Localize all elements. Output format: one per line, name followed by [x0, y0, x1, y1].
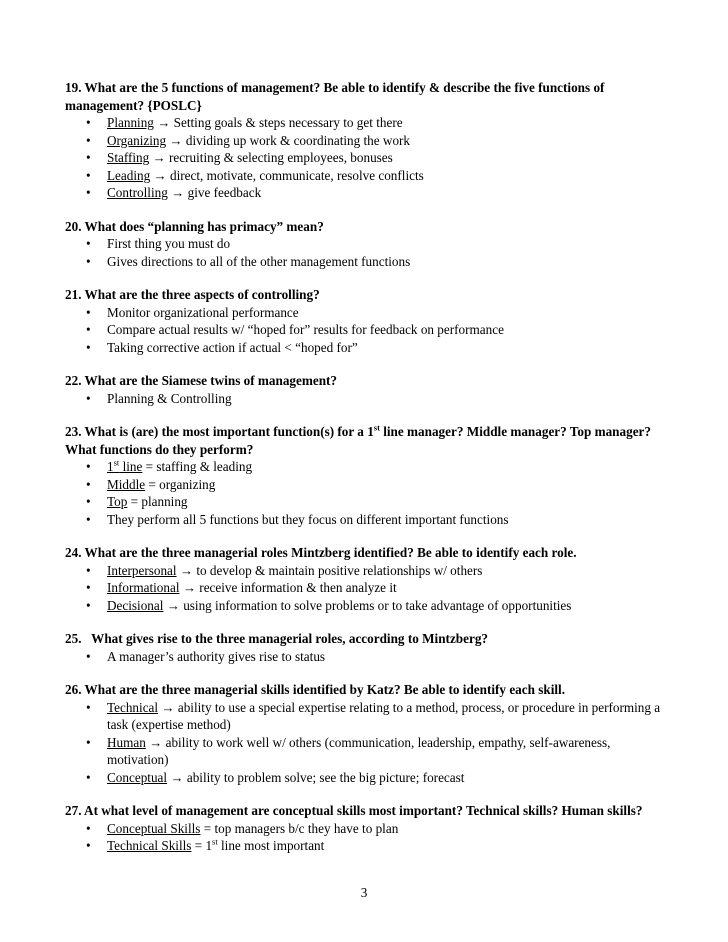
separator: →	[176, 562, 197, 578]
term-part: 1	[107, 459, 114, 474]
item-text: give feedback	[187, 185, 262, 200]
list-item	[64, 837, 664, 855]
bullet-icon: •	[86, 150, 91, 165]
bullet-icon: •	[86, 132, 91, 148]
item-text: direct, motivate, communicate, resolve conflicts	[170, 167, 424, 183]
list-item	[64, 820, 664, 838]
list-item	[64, 597, 664, 615]
term-part: line	[119, 459, 143, 474]
item-text: Taking corrective action if actual < “hoped for”	[107, 339, 358, 355]
item-text: ability to use a special expertise relating to a method, process, or procedure in performing a task (expertise method)	[107, 699, 661, 732]
answer-list	[64, 390, 664, 408]
term: Interpersonal	[107, 562, 177, 578]
answer-list	[64, 562, 664, 615]
item-text: to develop & maintain positive relationships w/ others	[196, 562, 483, 578]
answer-list	[64, 114, 664, 202]
item-text: organizing	[159, 476, 216, 492]
list-item	[64, 339, 664, 357]
document-page	[64, 79, 664, 871]
item-text: Gives directions to all of the other management functions	[107, 253, 411, 269]
answer-list	[64, 304, 664, 357]
list-item	[64, 562, 664, 580]
list-item	[64, 167, 664, 185]
item-text: ability to problem solve; see the big picture; forecast	[186, 769, 465, 785]
item-text: Monitor organizational performance	[107, 304, 299, 320]
separator: →	[167, 185, 188, 200]
title-part: 23. What is (are) the most important function(s) for a 1	[65, 424, 374, 439]
separator: →	[163, 597, 184, 613]
item-text: staffing & leading	[156, 459, 253, 474]
bullet-icon: •	[86, 322, 91, 337]
separator: =	[145, 476, 160, 492]
term: Technical Skills	[107, 838, 192, 853]
separator: →	[179, 580, 200, 595]
item-text: recruiting & selecting employees, bonuses	[169, 150, 393, 165]
bullet-icon: •	[86, 236, 91, 251]
item-text: dividing up work & coordinating the work	[185, 132, 411, 148]
bullet-icon: •	[86, 597, 91, 613]
page-number: 3	[360, 885, 368, 900]
list-item	[64, 235, 664, 253]
list-item	[64, 132, 664, 150]
separator: →	[145, 734, 166, 750]
superscript: st	[212, 836, 218, 847]
list-item	[64, 511, 664, 529]
question-23	[64, 423, 664, 528]
bullet-icon: •	[86, 494, 91, 509]
question-title: 25. What gives rise to the three managerial roles, according to Mintzberg?	[65, 631, 489, 646]
item-text: ability to work well w/ others (communication, leadership, empathy, self-awareness, motivation)	[107, 734, 611, 767]
term: Planning	[107, 115, 154, 130]
separator: →	[167, 769, 187, 785]
bullet-icon: •	[86, 562, 91, 578]
question-22	[64, 372, 664, 407]
question-26	[64, 681, 664, 786]
term: Organizing	[107, 132, 167, 148]
question-24	[64, 544, 664, 614]
bullet-icon: •	[86, 511, 91, 527]
bullet-icon: •	[86, 648, 91, 664]
separator: →	[166, 132, 186, 148]
list-item	[64, 648, 664, 666]
bullet-icon: •	[86, 580, 91, 595]
list-item	[64, 579, 664, 597]
list-item	[64, 734, 664, 769]
question-19	[64, 79, 664, 202]
term: Human	[107, 734, 146, 750]
term: Decisional	[107, 597, 164, 613]
answer-list	[64, 648, 664, 666]
term	[107, 459, 142, 474]
list-item	[64, 184, 664, 202]
list-item	[64, 149, 664, 167]
term: Middle	[107, 476, 146, 492]
question-title: 19. What are the 5 functions of management? Be able to identify & describe the five functions of management? {POSLC}	[65, 80, 605, 113]
term: Conceptual	[107, 769, 168, 785]
question-20	[64, 218, 664, 271]
item-text: line most important	[217, 838, 325, 853]
answer-list	[64, 458, 664, 528]
question-title	[64, 423, 664, 458]
bullet-icon: •	[86, 115, 91, 130]
list-item	[64, 390, 664, 408]
item-text: 1	[205, 838, 213, 853]
list-item	[64, 114, 664, 132]
question-21	[64, 286, 664, 356]
answer-list	[64, 820, 664, 855]
question-title: 22. What are the Siamese twins of management?	[65, 373, 338, 388]
term: Staffing	[107, 150, 150, 165]
list-item	[64, 699, 664, 734]
item-text: receive information & then analyze it	[199, 580, 397, 595]
bullet-icon: •	[86, 459, 91, 474]
superscript: st	[113, 457, 120, 468]
bullet-icon: •	[86, 838, 91, 853]
question-title: 26. What are the three managerial skills identified by Katz? Be able to identify each skill.	[65, 682, 566, 697]
list-item	[64, 458, 664, 476]
question-25	[64, 630, 664, 665]
term: Conceptual Skills	[107, 820, 201, 836]
bullet-icon: •	[86, 185, 91, 200]
item-text: First thing you must do	[107, 236, 231, 251]
bullet-icon: •	[86, 769, 91, 785]
separator: =	[127, 494, 142, 509]
term: Top	[107, 494, 128, 509]
separator: =	[191, 838, 206, 853]
list-item	[64, 769, 664, 787]
item-text: Setting goals & steps necessary to get there	[173, 115, 403, 130]
bullet-icon: •	[86, 339, 91, 355]
answer-list	[64, 699, 664, 787]
separator: →	[150, 167, 170, 183]
superscript: st	[373, 422, 380, 433]
title-part: line manager? Middle manager? Top manager? What functions do they perform?	[65, 424, 652, 457]
question-title: 27. At what level of management are conceptual skills most important? Technical skills? Human skills?	[65, 803, 643, 818]
question-title: 20. What does “planning has primacy” mean?	[65, 218, 324, 234]
separator: →	[153, 115, 174, 130]
term: Informational	[107, 580, 180, 595]
bullet-icon: •	[86, 734, 91, 750]
list-item	[64, 321, 664, 339]
term: Technical	[107, 699, 159, 715]
item-text: using information to solve problems or to take advantage of opportunities	[183, 597, 572, 613]
bullet-icon: •	[86, 253, 91, 269]
bullet-icon: •	[86, 476, 91, 492]
item-text: Planning & Controlling	[107, 390, 232, 406]
item-text: planning	[141, 494, 188, 509]
bullet-icon: •	[86, 304, 91, 320]
separator: =	[200, 820, 215, 836]
list-item	[64, 304, 664, 322]
list-item	[64, 476, 664, 494]
question-title: 21. What are the three aspects of controlling?	[65, 287, 320, 302]
list-item	[64, 253, 664, 271]
item-text: top managers b/c they have to plan	[214, 820, 399, 836]
separator: →	[149, 150, 170, 165]
question-27	[64, 802, 664, 855]
separator: →	[158, 699, 178, 715]
item-text: Compare actual results w/ “hoped for” results for feedback on performance	[107, 322, 504, 337]
question-title: 24. What are the three managerial roles Mintzberg identified? Be able to identify each role.	[65, 545, 577, 560]
answer-list	[64, 235, 664, 270]
term: Controlling	[107, 185, 168, 200]
separator: =	[142, 459, 157, 474]
term: Leading	[107, 167, 151, 183]
item-text: They perform all 5 functions but they focus on different important functions	[107, 511, 509, 527]
item-text: A manager’s authority gives rise to status	[107, 648, 326, 664]
list-item	[64, 493, 664, 511]
bullet-icon: •	[86, 167, 91, 183]
bullet-icon: •	[86, 820, 91, 836]
bullet-icon: •	[86, 390, 91, 406]
bullet-icon: •	[86, 699, 91, 715]
